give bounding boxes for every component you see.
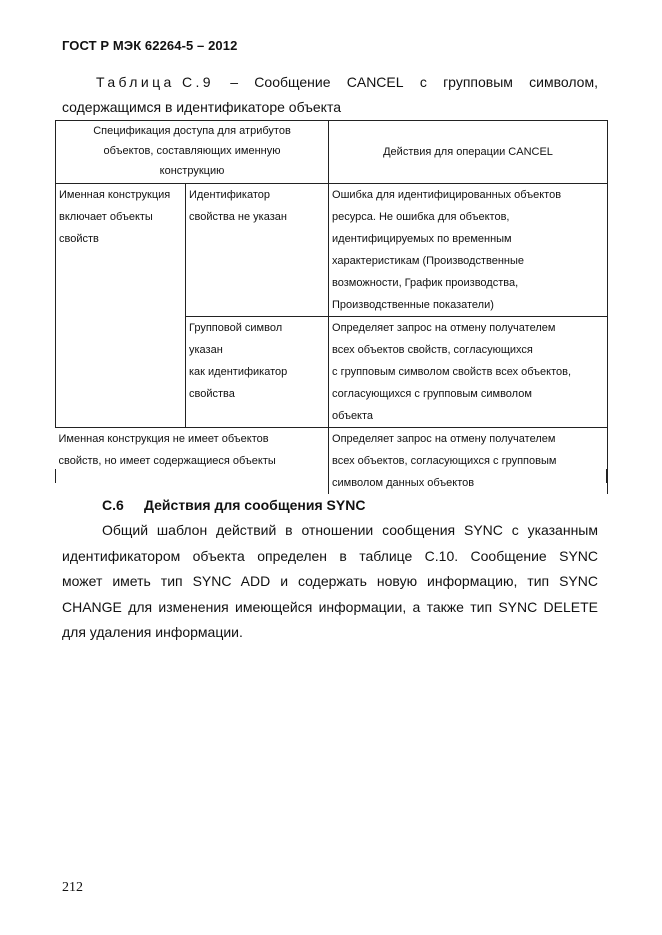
cell-action-error <box>329 184 608 317</box>
caption-word: CANCEL <box>346 74 404 90</box>
cell-line: характеристикам (Производственные <box>332 255 525 267</box>
caption-dash: – <box>230 74 239 90</box>
cell-line: Определяет запрос на отмену получателем <box>332 433 556 445</box>
cell-line: свойств, но имеет содержащиеся объекты <box>58 455 276 467</box>
cell-line: Определяет запрос на отмену получателем <box>332 322 556 334</box>
table-continuation-mark-right <box>606 469 607 483</box>
paragraph-line: для удаления информации. <box>62 624 243 640</box>
section-title: Действия для сообщения SYNC <box>144 497 366 513</box>
cell-named-construct-contains <box>56 428 329 495</box>
cell-line: ресурса. Не ошибка для объектов, <box>332 211 510 223</box>
paragraph-line: CHANGE для изменения имеющейся информации, а также тип SYNC DELETE <box>62 598 598 615</box>
cell-action-cancel-wildcard <box>329 317 608 428</box>
cell-action-cancel-contained <box>329 428 608 495</box>
caption-word: Сообщение <box>254 74 331 90</box>
cell-identifier-not-specified <box>186 184 329 317</box>
header-cell-access-spec <box>56 121 329 184</box>
cell-line: объекта <box>332 410 374 422</box>
cell-line: всех объектов, согласующихся с групповым <box>332 455 557 467</box>
document-code: ГОСТ Р МЭК 62264-5 – 2012 <box>62 38 238 53</box>
caption-line-1 <box>62 70 598 95</box>
cell-line: идентифицируемых по временным <box>332 233 512 245</box>
section-number: С.6 <box>102 497 124 513</box>
body-paragraph <box>62 518 598 646</box>
cell-line: свойства не указан <box>189 211 287 223</box>
cell-wildcard-specified <box>186 317 329 428</box>
cell-line: указан <box>189 344 223 356</box>
cell-line: Производственные показатели) <box>332 299 494 311</box>
cell-line: Групповой символ <box>189 322 283 334</box>
caption-word: групповым <box>443 74 513 90</box>
paragraph-line: Общий шаблон действий в отношении сообщения SYNC с указанным <box>102 522 598 538</box>
cell-line: символом данных объектов <box>332 477 475 489</box>
caption-line-2: содержащимся в идентификаторе объекта <box>62 99 341 115</box>
table-caption <box>62 70 598 120</box>
cell-line: с групповым символом свойств всех объектов, <box>332 366 572 378</box>
section-heading <box>102 497 365 513</box>
header-line: конструкцию <box>159 165 225 177</box>
caption-label: Таблица С.9 <box>96 74 214 90</box>
cell-line: возможности, График производства, <box>332 277 519 289</box>
cell-line: включает объекты <box>59 211 153 223</box>
cell-line: всех объектов свойств, согласующихся <box>332 344 533 356</box>
table-continuation-mark-left <box>55 469 56 483</box>
caption-word: с <box>419 74 427 90</box>
paragraph-line: идентификатором объекта определен в таблице С.10. Сообщение SYNC <box>62 547 598 564</box>
cell-line: Идентификатор <box>189 189 270 201</box>
cell-line: Именная конструкция <box>59 189 171 201</box>
cell-line: Именная конструкция не имеет объектов <box>58 433 269 445</box>
cell-line: свойств <box>59 233 99 245</box>
cancel-actions-table <box>55 120 608 494</box>
page-number: 212 <box>62 880 83 895</box>
cell-line: как идентификатор <box>189 366 288 378</box>
header-cell-actions: Действия для операции CANCEL <box>329 121 608 184</box>
header-line: объектов, составляющих именную <box>103 145 281 157</box>
cell-line: согласующихся с групповым символом <box>332 388 532 400</box>
cell-line: Ошибка для идентифицированных объектов <box>332 189 562 201</box>
header-line: Спецификация доступа для атрибутов <box>93 125 291 137</box>
paragraph-line: может иметь тип SYNC ADD и содержать новую информацию, тип SYNC <box>62 573 598 589</box>
cell-line: свойства <box>189 388 235 400</box>
cell-named-construct-includes <box>56 184 186 428</box>
caption-word: символом, <box>529 74 598 90</box>
